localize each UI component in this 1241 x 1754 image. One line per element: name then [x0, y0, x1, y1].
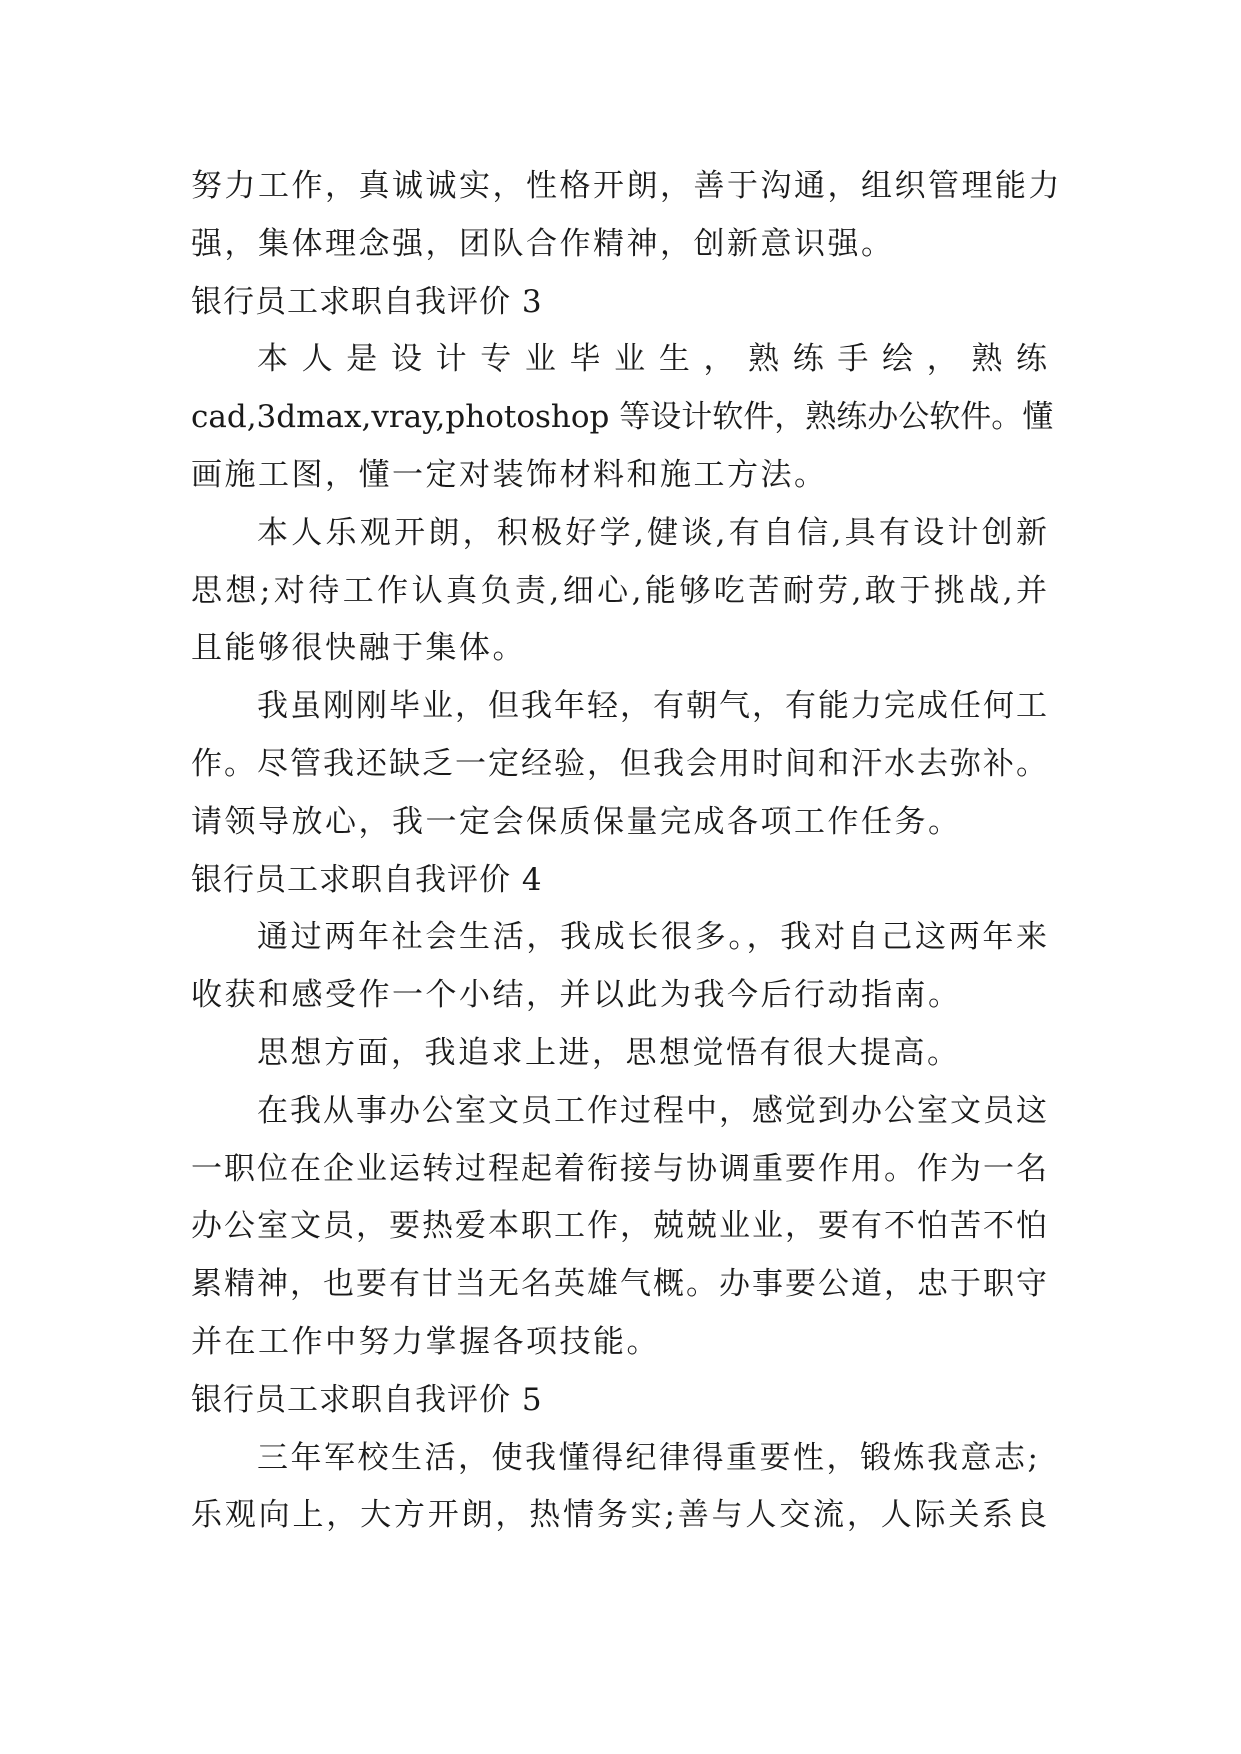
paragraph-line: cad,3dmax,vray,photoshop 等设计软件，熟练办公软件。懂: [191, 399, 1054, 435]
paragraph-line: 乐观向上，大方开朗，热情务实;善与人交流，人际关系良: [191, 1497, 1047, 1533]
paragraph-line: 本人乐观开朗，积极好学,健谈,有自信,具有设计创新: [257, 515, 1047, 551]
paragraph-line: 在我从事办公室文员工作过程中，感觉到办公室文员这: [257, 1093, 1047, 1129]
paragraph-line: 办公室文员，要热爱本职工作，兢兢业业，要有不怕苦不怕: [191, 1208, 1047, 1244]
paragraph-line: 本 人 是 设 计 专 业 毕 业 生 ， 熟 练 手 绘 ， 熟 练: [257, 341, 1047, 377]
paragraph-line: 三年军校生活，使我懂得纪律得重要性，锻炼我意志;: [257, 1440, 1041, 1476]
paragraph-line: 且能够很快融于集体。: [191, 630, 526, 666]
paragraph-line: 思想方面，我追求上进，思想觉悟有很大提高。: [257, 1035, 961, 1071]
paragraph-line: 并在工作中努力掌握各项技能。: [191, 1324, 660, 1360]
paragraph-line: 强，集体理念强，团队合作精神，创新意识强。: [191, 226, 895, 262]
paragraph-line: 收获和感受作一个小结，并以此为我今后行动指南。: [191, 977, 962, 1013]
paragraph-line: 作。尽管我还缺乏一定经验，但我会用时间和汗水去弥补。: [191, 746, 1047, 782]
paragraph-line: 累精神，也要有甘当无名英雄气概。办事要公道，忠于职守: [191, 1266, 1047, 1302]
paragraph-line: 画施工图，懂一定对装饰材料和施工方法。: [191, 457, 828, 493]
section-heading: 银行员工求职自我评价 3: [191, 284, 543, 320]
paragraph-line: 请领导放心，我一定会保质保量完成各项工作任务。: [191, 804, 962, 840]
section-heading: 银行员工求职自我评价 4: [191, 862, 543, 898]
paragraph-line: 通过两年社会生活，我成长很多。，我对自己这两年来: [257, 919, 1047, 955]
paragraph-line: 我虽刚刚毕业，但我年轻，有朝气，有能力完成任何工: [257, 688, 1047, 724]
section-heading: 银行员工求职自我评价 5: [191, 1382, 543, 1418]
paragraph-line: 努力工作，真诚诚实，性格开朗，善于沟通，组织管理能力: [191, 168, 1062, 204]
paragraph-line: 一职位在企业运转过程起着衔接与协调重要作用。作为一名: [191, 1151, 1047, 1187]
paragraph-line: 思想;对待工作认真负责,细心,能够吃苦耐劳,敢于挑战,并: [191, 573, 1047, 609]
